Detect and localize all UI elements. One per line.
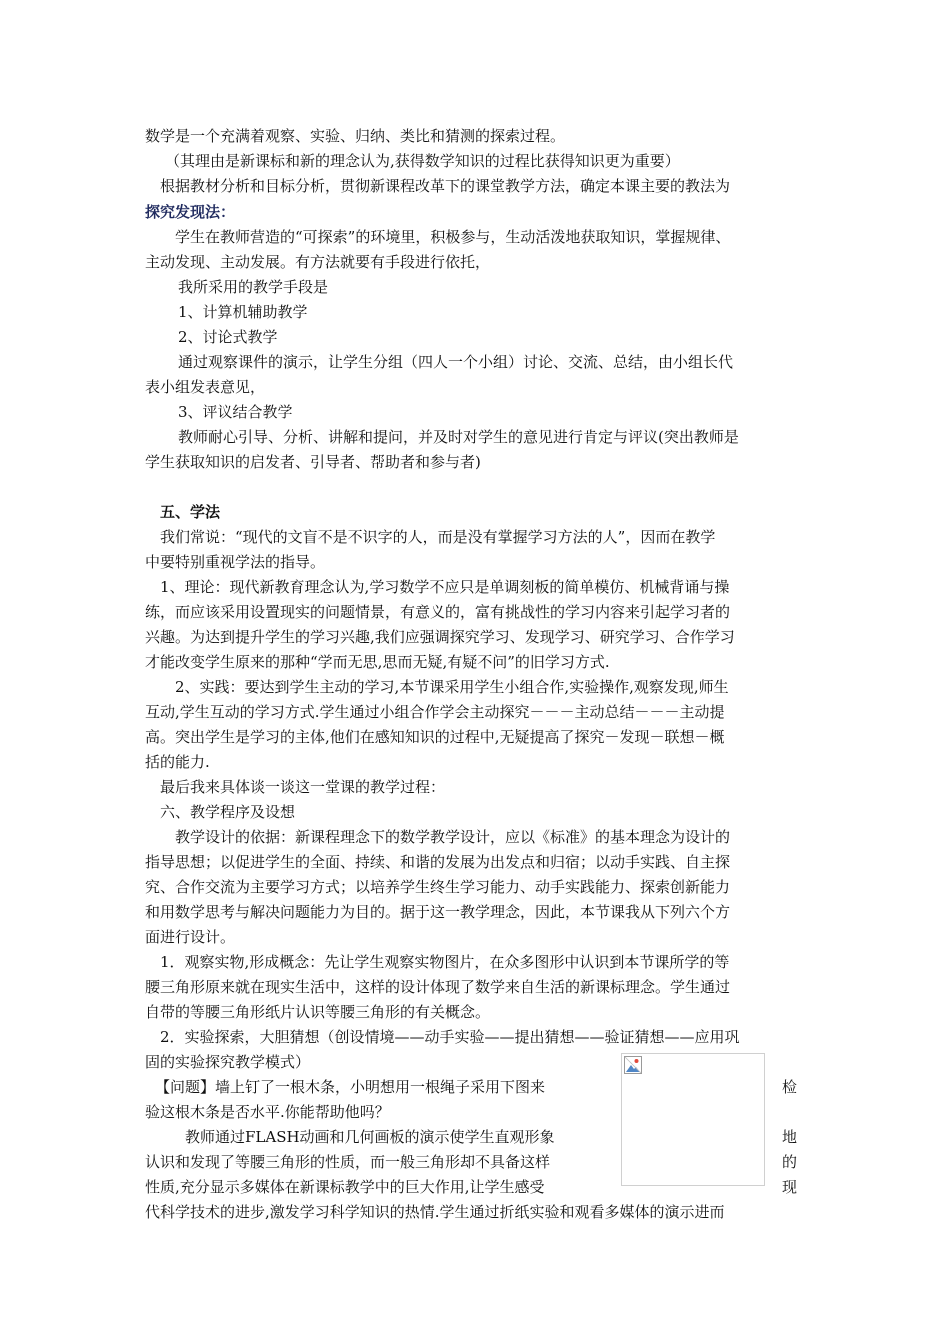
text-line: 我们常说：“现代的文盲不是不识字的人，而是没有掌握学习方法的人”，因而在教学 — [160, 528, 716, 546]
side-text: 检 — [782, 1078, 798, 1096]
section-heading-study-methods: 五、学法 — [160, 503, 221, 521]
text-line: 练，而应该采用设置现实的问题情景，有意义的，富有挑战性的学习内容来引起学习者的 — [145, 603, 731, 621]
text-line: 究、合作交流为主要学习方式；以培养学生终生学习能力、动手实践能力、探索创新能力 — [145, 878, 731, 896]
text-line: 固的实验探究教学模式） — [145, 1053, 311, 1071]
text-line: 和用数学思考与解决问题能力为目的。据于这一教学理念，因此，本节课我从下列六个方 — [145, 903, 731, 921]
text-line: 才能改变学生原来的那种“学而无思,思而无疑,有疑不问”的旧学习方式. — [145, 653, 610, 671]
text-line: 1．观察实物,形成概念：先让学生观察实物图片，在众多图形中认识到本节课所学的等 — [160, 953, 730, 971]
text-line: 1、计算机辅助教学 — [178, 303, 308, 321]
text-line: 我所采用的教学手段是 — [178, 278, 329, 296]
side-text: 地 — [782, 1128, 798, 1146]
text-line: 代科学技术的进步,激发学习科学知识的热情.学生通过折纸实验和观看多媒体的演示进而 — [145, 1203, 725, 1221]
text-line: 数学是一个充满着观察、实验、归纳、类比和猜测的探索过程。 — [145, 127, 566, 145]
text-line: 2、讨论式教学 — [178, 328, 278, 346]
text-line: 性质,充分显示多媒体在新课标教学中的巨大作用,让学生感受 — [145, 1178, 545, 1196]
text-line: 验这根木条是否水平.你能帮助他吗？ — [145, 1103, 390, 1121]
text-line: 2、实践：要达到学生主动的学习,本节课采用学生小组合作,实验操作,观察发现,师生 — [175, 678, 729, 696]
text-line: 高。突出学生是学习的主体,他们在感知知识的过程中,无疑提高了探究－发现－联想－概 — [145, 728, 725, 746]
text-line: 最后我来具体谈一谈这一堂课的教学过程： — [160, 778, 446, 796]
text-line: 面进行设计。 — [145, 928, 236, 946]
method-heading: 探究发现法： — [145, 203, 236, 221]
text-line: 兴趣。为达到提升学生的学习兴趣,我们应强调探究学习、发现学习、研究学习、合作学习 — [145, 628, 735, 646]
section-heading-teaching-process: 六、教学程序及设想 — [160, 803, 296, 821]
image-placeholder — [621, 1053, 765, 1186]
text-line: 1、理论：现代新教育理念认为,学习数学不应只是单调刻板的简单模仿、机械背诵与操 — [160, 578, 730, 596]
text-line: 教师通过FLASH动画和几何画板的演示使学生直观形象 — [185, 1128, 555, 1146]
text-line: 学生在教师营造的“可探索”的环境里，积极参与，生动活泼地获取知识，掌握规律、 — [175, 228, 731, 246]
text-line: 教学设计的依据：新课程理念下的数学教学设计，应以《标准》的基本理念为设计的 — [175, 828, 731, 846]
side-text: 现 — [782, 1178, 798, 1196]
text-line: 2．实验探索，大胆猜想（创设情境——动手实验——提出猜想——验证猜想——应用巩 — [160, 1028, 740, 1046]
text-line: 指导思想；以促进学生的全面、持续、和谐的发展为出发点和归宿；以动手实践、自主探 — [145, 853, 731, 871]
broken-image-icon — [624, 1056, 642, 1074]
text-line: 【问题】墙上钉了一根木条，小明想用一根绳子采用下图来 — [155, 1078, 546, 1096]
text-line: 括的能力. — [145, 753, 210, 771]
side-text: 的 — [782, 1153, 798, 1171]
text-line: 学生获取知识的启发者、引导者、帮助者和参与者) — [145, 453, 481, 471]
text-line: （其理由是新课标和新的理念认为,获得数学知识的过程比获得知识更为重要） — [165, 152, 680, 170]
text-line: 教师耐心引导、分析、讲解和提问，并及时对学生的意见进行肯定与评议(突出教师是 — [178, 428, 739, 446]
text-line: 通过观察课件的演示，让学生分组（四人一个小组）讨论、交流、总结，由小组长代 — [178, 353, 734, 371]
text-line: 互动,学生互动的学习方式.学生通过小组合作学会主动探究－－－主动总结－－－主动提 — [145, 703, 725, 721]
text-line: 认识和发现了等腰三角形的性质，而一般三角形却不具备这样 — [145, 1153, 551, 1171]
text-line: 表小组发表意见， — [145, 378, 266, 396]
text-line: 3、评议结合教学 — [178, 403, 293, 421]
text-line: 根据教材分析和目标分析，贯彻新课程改革下的课堂教学方法，确定本课主要的教法为 — [160, 177, 731, 195]
text-line: 中要特别重视学法的指导。 — [145, 553, 326, 571]
text-line: 主动发现、主动发展。有方法就要有手段进行依托， — [145, 253, 491, 271]
text-line: 自带的等腰三角形纸片认识等腰三角形的有关概念。 — [145, 1003, 491, 1021]
text-line: 腰三角形原来就在现实生活中，这样的设计体现了数学来自生活的新课标理念。学生通过 — [145, 978, 731, 996]
